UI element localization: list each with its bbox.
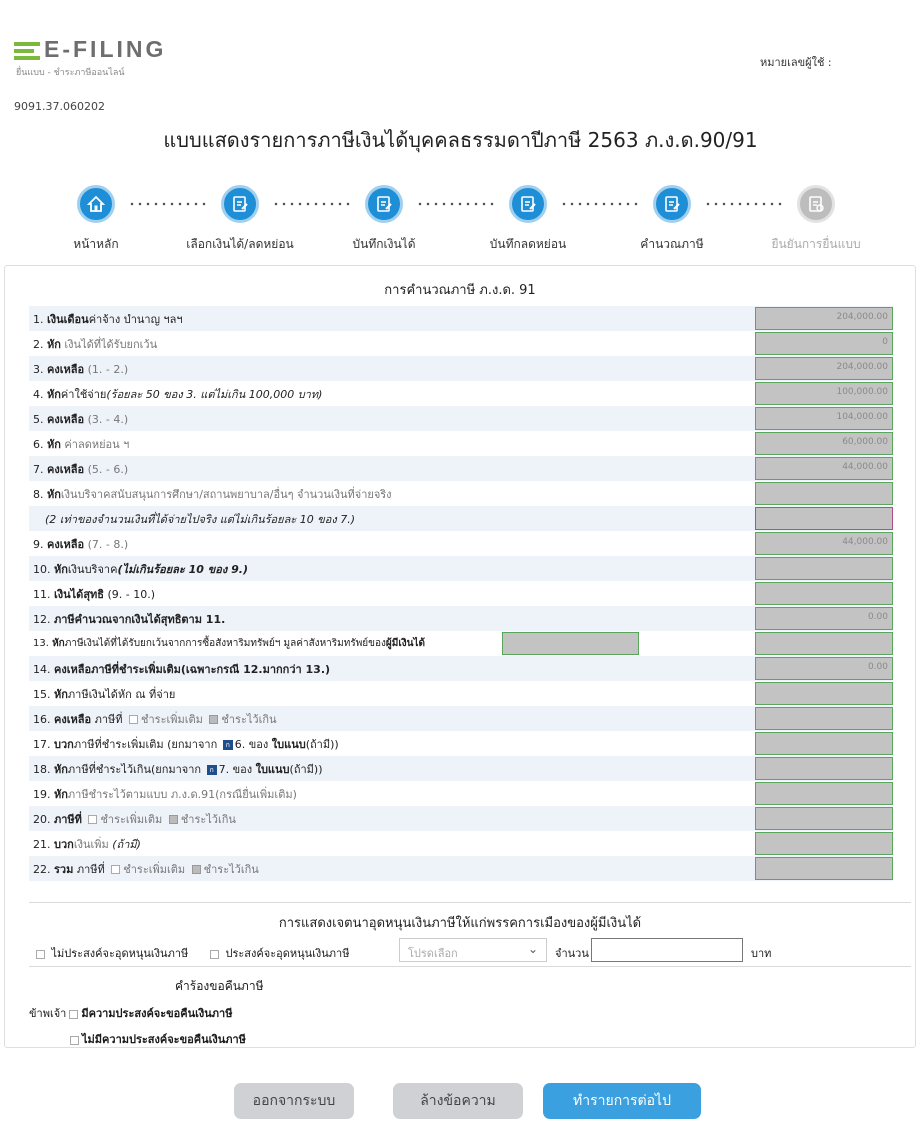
overpaid-checkbox[interactable]	[209, 715, 218, 724]
page-title: แบบแสดงรายการภาษีเงินได้บุคคลธรรมดาปีภาษี 2563 ภ.ง.ด.90/91	[163, 128, 758, 152]
calc-section-title: การคำนวณภาษี ภ.ง.ด. 91	[384, 283, 536, 298]
divider	[29, 902, 911, 903]
amount-field[interactable]: 0	[755, 332, 893, 355]
refund-not-want-row: ไม่มีความประสงค์จะขอคืนเงินภาษี	[67, 1030, 246, 1048]
pay-more-checkbox[interactable]	[111, 865, 120, 874]
refund-want-checkbox[interactable]	[69, 1010, 78, 1019]
calc-row-20: 20. ภาษีที่ ชำระเพิ่มเติม ชำระไว้เกิน	[29, 806, 893, 831]
amount-field[interactable]: 0.00	[755, 657, 893, 680]
amount-field[interactable]	[755, 807, 893, 830]
amount-field[interactable]	[755, 482, 893, 505]
amount-field[interactable]	[755, 782, 893, 805]
calc-row-4: 4. หักค่าใช้จ่าย(ร้อยละ 50 ของ 3. แต่ไม่เกิน 100,000 บาท) 100,000.00	[29, 381, 893, 406]
amount-field[interactable]: 44,000.00	[755, 457, 893, 480]
step-calculate-tax[interactable]	[607, 185, 737, 254]
amount-field[interactable]	[755, 707, 893, 730]
calc-row-8-note: (2 เท่าของจำนวนเงินที่ได้จ่ายไปจริง แต่ไม่เกินร้อยละ 10 ของ 7.)	[29, 506, 893, 531]
calc-row-13: 13. หักภาษีเงินได้ที่ได้รับยกเว้นจากการซื้อสังหาริมทรัพย์ฯ มูลค่าสังหาริมทรัพย์ของผู้มีเงินได้	[29, 631, 893, 656]
amount-field[interactable]	[755, 557, 893, 580]
amount-field[interactable]: 104,000.00	[755, 407, 893, 430]
pay-more-checkbox[interactable]	[88, 815, 97, 824]
refund-not-want-checkbox[interactable]	[70, 1036, 79, 1045]
amount-field[interactable]	[755, 507, 893, 530]
logo-subtitle: ยื่นแบบ - ชำระภาษีออนไลน์	[16, 68, 125, 78]
donation-title: การแสดงเจตนาอุดหนุนเงินภาษีให้แก่พรรคการเมืองของผู้มีเงินได้	[278, 916, 642, 931]
step-home[interactable]	[31, 185, 161, 254]
step-record-income[interactable]	[319, 185, 449, 254]
step-label: คำนวณภาษี	[640, 237, 704, 251]
amount-field[interactable]: 204,000.00	[755, 307, 893, 330]
amount-field[interactable]	[755, 632, 893, 655]
donate-checkbox[interactable]	[210, 950, 219, 959]
calc-row-21: 21. บวกเงินเพิ่ม (ถ้ามี)	[29, 831, 893, 856]
step-label: บันทึกลดหย่อน	[489, 237, 567, 251]
donation-row	[33, 938, 893, 964]
logout-button[interactable]: ออกจากระบบ	[234, 1083, 354, 1119]
overpaid-checkbox[interactable]	[169, 815, 178, 824]
calc-row-8: 8. หักเงินบริจาคสนับสนุนการศึกษา/สถานพยาบาล/อื่นๆ จำนวนเงินที่จ่ายจริง	[29, 481, 893, 506]
amount-field[interactable]: 44,000.00	[755, 532, 893, 555]
no-donate-checkbox[interactable]	[36, 950, 45, 959]
confirm-document-icon	[797, 185, 835, 223]
edit-document-icon	[653, 185, 691, 223]
step-label: บันทึกเงินได้	[352, 237, 416, 251]
calc-row-18: 18. หักภาษีที่ชำระไว้เกิน(ยกมาจาก ก 7. ของ ใบแนบ(ถ้ามี))	[29, 756, 893, 781]
calc-row-5: 5. คงเหลือ (3. - 4.) 104,000.00	[29, 406, 893, 431]
calc-row-6: 6. หัก ค่าลดหย่อน ฯ 60,000.00	[29, 431, 893, 456]
attachment-ref-icon[interactable]: ก	[207, 765, 217, 775]
no-donate-label: ไม่ประสงค์จะอุดหนุนเงินภาษี	[51, 947, 189, 960]
edit-document-icon	[509, 185, 547, 223]
amount-field[interactable]: 100,000.00	[755, 382, 893, 405]
amount-field[interactable]: 204,000.00	[755, 357, 893, 380]
logo-text: E-FILING	[44, 36, 167, 62]
calc-row-3: 3. คงเหลือ (1. - 2.) 204,000.00	[29, 356, 893, 381]
calc-row-1: 1. เงินเดือนค่าจ้าง บำนาญ ฯลฯ 204,000.00	[29, 306, 893, 331]
username-label: หมายเลขผู้ใช้ :	[760, 56, 832, 69]
step-select-income[interactable]	[175, 185, 305, 254]
edit-document-icon	[221, 185, 259, 223]
amount-field[interactable]: 0.00	[755, 607, 893, 630]
donation-amount-input[interactable]	[591, 938, 743, 962]
refund-title: คำร้องขอคืนภาษี	[175, 979, 264, 993]
overpaid-checkbox[interactable]	[192, 865, 201, 874]
clear-button[interactable]: ล้างข้อความ	[393, 1083, 523, 1119]
step-progress	[60, 185, 880, 255]
calc-row-9: 9. คงเหลือ (7. - 8.) 44,000.00	[29, 531, 893, 556]
amount-field[interactable]	[755, 732, 893, 755]
amount-field[interactable]: 60,000.00	[755, 432, 893, 455]
step-record-deduction[interactable]	[463, 185, 593, 254]
tax-calculation-panel	[4, 265, 916, 1048]
property-value-input[interactable]	[502, 632, 639, 655]
form-code: 9091.37.060202	[14, 100, 105, 113]
logo-mark-icon	[14, 42, 40, 60]
calc-row-10: 10. หักเงินบริจาค(ไม่เกินร้อยละ 10 ของ 9.)	[29, 556, 893, 581]
calc-row-16: 16. คงเหลือ ภาษีที่ ชำระเพิ่มเติม ชำระไว้เกิน	[29, 706, 893, 731]
calc-row-11: 11. เงินได้สุทธิ (9. - 10.)	[29, 581, 893, 606]
calc-row-12: 12. ภาษีคำนวณจากเงินได้สุทธิตาม 11. 0.00	[29, 606, 893, 631]
step-label: หน้าหลัก	[73, 237, 119, 251]
party-select[interactable]: โปรดเลือก ⌄	[399, 938, 547, 962]
edit-document-icon	[365, 185, 403, 223]
calc-row-7: 7. คงเหลือ (5. - 6.) 44,000.00	[29, 456, 893, 481]
amount-field[interactable]	[755, 857, 893, 880]
next-button[interactable]: ทำรายการต่อไป	[543, 1083, 701, 1119]
amount-field[interactable]	[755, 757, 893, 780]
amount-field[interactable]	[755, 582, 893, 605]
amount-label: จำนวน	[555, 947, 589, 960]
unit-label: บาท	[751, 947, 772, 960]
amount-field[interactable]	[755, 682, 893, 705]
donate-label: ประสงค์จะอุดหนุนเงินภาษี	[225, 947, 350, 960]
attachment-ref-icon[interactable]: ก	[223, 740, 233, 750]
pay-more-checkbox[interactable]	[129, 715, 138, 724]
step-label: เลือกเงินได้/ลดหย่อน	[186, 237, 294, 251]
calc-row-19: 19. หักภาษีชำระไว้ตามแบบ ภ.ง.ด.91(กรณียื่นเพิ่มเติม)	[29, 781, 893, 806]
efiling-logo	[14, 38, 174, 78]
refund-want-row: ข้าพเจ้า มีความประสงค์จะขอคืนเงินภาษี	[29, 1007, 233, 1020]
calc-row-14: 14. คงเหลือภาษีที่ชำระเพิ่มเติม(เฉพาะกรณี 12.มากกว่า 13.) 0.00	[29, 656, 893, 681]
divider	[29, 966, 911, 967]
step-label: ยืนยันการยื่นแบบ	[771, 237, 861, 251]
step-confirm	[751, 185, 881, 254]
chevron-down-icon: ⌄	[527, 942, 538, 956]
home-icon	[77, 185, 115, 223]
calc-row-22: 22. รวม ภาษีที่ ชำระเพิ่มเติม ชำระไว้เกิน	[29, 856, 893, 881]
calc-table	[29, 306, 893, 881]
calc-row-15: 15. หักภาษีเงินได้หัก ณ ที่จ่าย	[29, 681, 893, 706]
amount-field[interactable]	[755, 832, 893, 855]
calc-row-2: 2. หัก เงินได้ที่ได้รับยกเว้น 0	[29, 331, 893, 356]
calc-row-17: 17. บวกภาษีที่ชำระเพิ่มเติม (ยกมาจาก ก 6. ของ ใบแนบ(ถ้ามี))	[29, 731, 893, 756]
